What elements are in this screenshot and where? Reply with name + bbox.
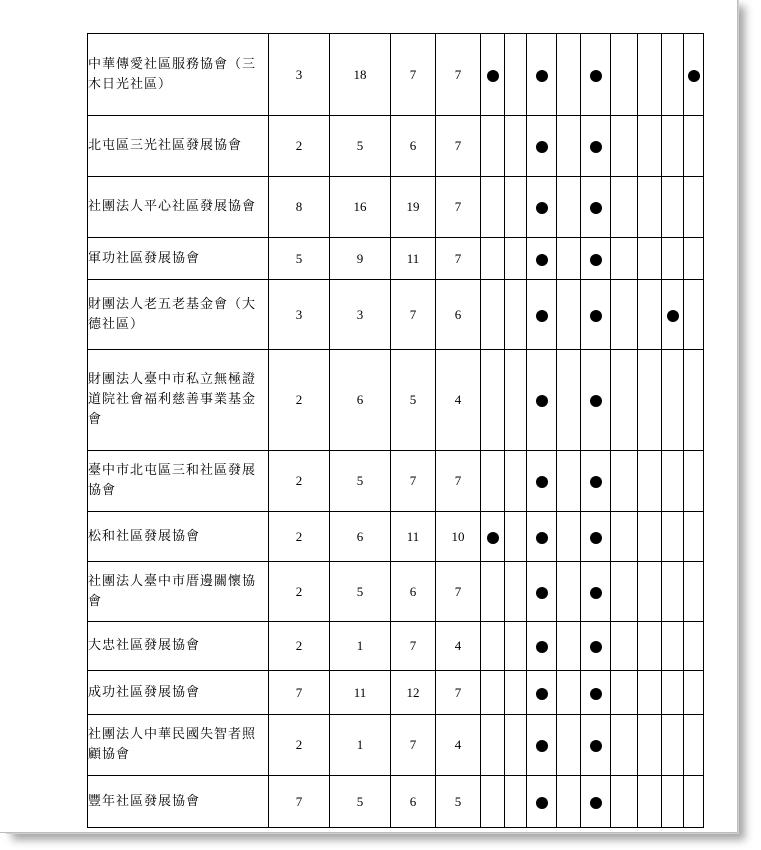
service-mark-cell <box>611 238 638 280</box>
service-mark-cell <box>662 622 684 671</box>
service-mark-cell <box>481 116 505 177</box>
service-mark-cell <box>481 776 505 828</box>
service-mark-cell <box>505 177 527 238</box>
table-row <box>88 512 704 562</box>
service-mark-cell <box>557 177 581 238</box>
count-cell-c2: 11 <box>330 671 391 715</box>
count-cell-c2: 5 <box>330 562 391 622</box>
service-mark-cell <box>581 177 611 238</box>
service-mark-cell <box>638 622 662 671</box>
association-table <box>87 33 704 828</box>
filled-circle-icon <box>590 395 602 407</box>
service-mark-cell <box>638 562 662 622</box>
organization-name: 松和社區發展協會 <box>88 512 269 562</box>
service-mark-cell <box>662 280 684 350</box>
service-mark-cell <box>557 671 581 715</box>
service-mark-cell <box>581 776 611 828</box>
service-mark-cell <box>481 562 505 622</box>
filled-circle-icon <box>536 587 548 599</box>
count-cell-c3: 5 <box>391 350 436 451</box>
count-cell-c3: 12 <box>391 671 436 715</box>
count-cell-c2: 1 <box>330 622 391 671</box>
service-mark-cell <box>505 671 527 715</box>
service-mark-cell <box>611 671 638 715</box>
count-cell-c2: 5 <box>330 776 391 828</box>
service-mark-cell <box>611 562 638 622</box>
count-cell-c3: 11 <box>391 238 436 280</box>
filled-circle-icon <box>536 797 548 809</box>
service-mark-cell <box>527 671 557 715</box>
service-mark-cell <box>527 622 557 671</box>
service-mark-cell <box>505 512 527 562</box>
count-cell-c1: 2 <box>269 116 330 177</box>
service-mark-cell <box>581 280 611 350</box>
service-mark-cell <box>581 350 611 451</box>
filled-circle-icon <box>590 797 602 809</box>
service-mark-cell <box>527 512 557 562</box>
service-mark-cell <box>684 451 704 512</box>
service-mark-cell <box>611 776 638 828</box>
service-mark-cell <box>684 715 704 776</box>
service-mark-cell <box>662 177 684 238</box>
service-mark-cell <box>505 622 527 671</box>
service-mark-cell <box>527 116 557 177</box>
service-mark-cell <box>581 238 611 280</box>
organization-name: 財團法人臺中市私立無極證道院社會福利慈善事業基金會 <box>88 350 269 451</box>
filled-circle-icon <box>536 740 548 752</box>
service-mark-cell <box>662 671 684 715</box>
service-mark-cell <box>527 451 557 512</box>
organization-name: 財團法人老五老基金會（大德社區） <box>88 280 269 350</box>
service-mark-cell <box>527 177 557 238</box>
service-mark-cell <box>505 350 527 451</box>
service-mark-cell <box>662 238 684 280</box>
count-cell-c4: 7 <box>436 238 481 280</box>
service-mark-cell <box>581 34 611 116</box>
service-mark-cell <box>611 350 638 451</box>
service-mark-cell <box>557 562 581 622</box>
organization-name: 軍功社區發展協會 <box>88 238 269 280</box>
service-mark-cell <box>638 238 662 280</box>
service-mark-cell <box>684 622 704 671</box>
service-mark-cell <box>481 512 505 562</box>
table-row <box>88 562 704 622</box>
count-cell-c4: 7 <box>436 562 481 622</box>
filled-circle-icon <box>590 641 602 653</box>
organization-name: 社團法人中華民國失智者照顧協會 <box>88 715 269 776</box>
organization-name: 社團法人平心社區發展協會 <box>88 177 269 238</box>
service-mark-cell <box>684 280 704 350</box>
service-mark-cell <box>557 715 581 776</box>
table-row <box>88 671 704 715</box>
count-cell-c4: 4 <box>436 715 481 776</box>
service-mark-cell <box>481 280 505 350</box>
count-cell-c2: 18 <box>330 34 391 116</box>
table-row <box>88 177 704 238</box>
service-mark-cell <box>557 512 581 562</box>
count-cell-c4: 4 <box>436 350 481 451</box>
service-mark-cell <box>684 177 704 238</box>
service-mark-cell <box>684 776 704 828</box>
service-mark-cell <box>527 776 557 828</box>
service-mark-cell <box>557 116 581 177</box>
service-mark-cell <box>527 238 557 280</box>
count-cell-c1: 2 <box>269 622 330 671</box>
filled-circle-icon <box>590 587 602 599</box>
count-cell-c1: 5 <box>269 238 330 280</box>
count-cell-c4: 7 <box>436 116 481 177</box>
organization-name: 中華傳愛社區服務協會（三木日光社區） <box>88 34 269 116</box>
service-mark-cell <box>527 350 557 451</box>
count-cell-c3: 7 <box>391 34 436 116</box>
count-cell-c4: 7 <box>436 34 481 116</box>
count-cell-c3: 11 <box>391 512 436 562</box>
service-mark-cell <box>638 34 662 116</box>
service-mark-cell <box>662 715 684 776</box>
service-mark-cell <box>481 238 505 280</box>
service-mark-cell <box>684 238 704 280</box>
count-cell-c3: 7 <box>391 715 436 776</box>
count-cell-c4: 7 <box>436 177 481 238</box>
count-cell-c3: 6 <box>391 116 436 177</box>
count-cell-c3: 7 <box>391 280 436 350</box>
service-mark-cell <box>557 451 581 512</box>
service-mark-cell <box>662 34 684 116</box>
filled-circle-icon <box>536 202 548 214</box>
count-cell-c4: 7 <box>436 671 481 715</box>
organization-name: 成功社區發展協會 <box>88 671 269 715</box>
table-row <box>88 280 704 350</box>
service-mark-cell <box>662 350 684 451</box>
filled-circle-icon <box>536 532 548 544</box>
service-mark-cell <box>611 116 638 177</box>
service-mark-cell <box>662 116 684 177</box>
filled-circle-icon <box>590 740 602 752</box>
count-cell-c1: 8 <box>269 177 330 238</box>
service-mark-cell <box>638 512 662 562</box>
count-cell-c1: 2 <box>269 512 330 562</box>
filled-circle-icon <box>536 141 548 153</box>
service-mark-cell <box>611 451 638 512</box>
filled-circle-icon <box>590 254 602 266</box>
service-mark-cell <box>662 776 684 828</box>
table-row <box>88 350 704 451</box>
service-mark-cell <box>662 451 684 512</box>
service-mark-cell <box>505 280 527 350</box>
count-cell-c1: 3 <box>269 34 330 116</box>
table-row <box>88 451 704 512</box>
filled-circle-icon <box>536 70 548 82</box>
service-mark-cell <box>557 622 581 671</box>
count-cell-c2: 9 <box>330 238 391 280</box>
service-mark-cell <box>611 34 638 116</box>
count-cell-c2: 5 <box>330 451 391 512</box>
organization-name: 臺中市北屯區三和社區發展協會 <box>88 451 269 512</box>
service-mark-cell <box>684 512 704 562</box>
service-mark-cell <box>638 177 662 238</box>
service-mark-cell <box>638 715 662 776</box>
service-mark-cell <box>581 715 611 776</box>
service-mark-cell <box>527 562 557 622</box>
service-mark-cell <box>581 116 611 177</box>
service-mark-cell <box>684 116 704 177</box>
count-cell-c4: 7 <box>436 451 481 512</box>
count-cell-c4: 5 <box>436 776 481 828</box>
count-cell-c3: 19 <box>391 177 436 238</box>
service-mark-cell <box>505 715 527 776</box>
service-mark-cell <box>527 34 557 116</box>
count-cell-c2: 16 <box>330 177 391 238</box>
count-cell-c1: 3 <box>269 280 330 350</box>
service-mark-cell <box>557 238 581 280</box>
count-cell-c3: 7 <box>391 622 436 671</box>
service-mark-cell <box>662 512 684 562</box>
organization-name: 社團法人臺中市厝邊關懷協會 <box>88 562 269 622</box>
count-cell-c4: 6 <box>436 280 481 350</box>
service-mark-cell <box>638 280 662 350</box>
service-mark-cell <box>684 562 704 622</box>
filled-circle-icon <box>590 202 602 214</box>
filled-circle-icon <box>688 70 700 82</box>
count-cell-c3: 7 <box>391 451 436 512</box>
service-mark-cell <box>505 776 527 828</box>
filled-circle-icon <box>487 70 499 82</box>
service-mark-cell <box>581 622 611 671</box>
filled-circle-icon <box>536 310 548 322</box>
service-mark-cell <box>505 451 527 512</box>
filled-circle-icon <box>590 310 602 322</box>
filled-circle-icon <box>590 476 602 488</box>
service-mark-cell <box>557 776 581 828</box>
service-mark-cell <box>505 238 527 280</box>
count-cell-c3: 6 <box>391 776 436 828</box>
table-row <box>88 116 704 177</box>
filled-circle-icon <box>536 254 548 266</box>
service-mark-cell <box>662 562 684 622</box>
service-mark-cell <box>611 512 638 562</box>
filled-circle-icon <box>590 141 602 153</box>
service-mark-cell <box>505 34 527 116</box>
service-mark-cell <box>638 776 662 828</box>
service-mark-cell <box>527 280 557 350</box>
organization-name: 大忠社區發展協會 <box>88 622 269 671</box>
service-mark-cell <box>557 350 581 451</box>
service-mark-cell <box>557 280 581 350</box>
count-cell-c2: 5 <box>330 116 391 177</box>
service-mark-cell <box>481 177 505 238</box>
organization-name: 豐年社區發展協會 <box>88 776 269 828</box>
count-cell-c1: 2 <box>269 451 330 512</box>
count-cell-c1: 2 <box>269 562 330 622</box>
filled-circle-icon <box>536 476 548 488</box>
service-mark-cell <box>581 451 611 512</box>
count-cell-c3: 6 <box>391 562 436 622</box>
count-cell-c4: 4 <box>436 622 481 671</box>
service-mark-cell <box>481 350 505 451</box>
service-mark-cell <box>684 671 704 715</box>
service-mark-cell <box>611 715 638 776</box>
count-cell-c1: 2 <box>269 715 330 776</box>
service-mark-cell <box>611 622 638 671</box>
filled-circle-icon <box>590 532 602 544</box>
service-mark-cell <box>684 34 704 116</box>
filled-circle-icon <box>590 688 602 700</box>
count-cell-c2: 3 <box>330 280 391 350</box>
service-mark-cell <box>581 671 611 715</box>
table-row <box>88 34 704 116</box>
table-row <box>88 776 704 828</box>
count-cell-c2: 6 <box>330 512 391 562</box>
organization-name: 北屯區三光社區發展協會 <box>88 116 269 177</box>
service-mark-cell <box>481 622 505 671</box>
service-mark-cell <box>527 715 557 776</box>
table-body <box>88 34 704 828</box>
table-row <box>88 715 704 776</box>
service-mark-cell <box>481 34 505 116</box>
service-mark-cell <box>638 671 662 715</box>
service-mark-cell <box>505 116 527 177</box>
filled-circle-icon <box>536 688 548 700</box>
count-cell-c2: 1 <box>330 715 391 776</box>
count-cell-c4: 10 <box>436 512 481 562</box>
service-mark-cell <box>581 512 611 562</box>
service-mark-cell <box>505 562 527 622</box>
service-mark-cell <box>684 350 704 451</box>
service-mark-cell <box>581 562 611 622</box>
service-mark-cell <box>481 451 505 512</box>
service-mark-cell <box>638 451 662 512</box>
filled-circle-icon <box>590 70 602 82</box>
service-mark-cell <box>557 34 581 116</box>
filled-circle-icon <box>487 532 499 544</box>
count-cell-c1: 2 <box>269 350 330 451</box>
table-row <box>88 622 704 671</box>
filled-circle-icon <box>667 310 679 322</box>
service-mark-cell <box>611 280 638 350</box>
table-row <box>88 238 704 280</box>
service-mark-cell <box>481 671 505 715</box>
service-mark-cell <box>638 350 662 451</box>
count-cell-c1: 7 <box>269 776 330 828</box>
filled-circle-icon <box>536 641 548 653</box>
filled-circle-icon <box>536 395 548 407</box>
count-cell-c2: 6 <box>330 350 391 451</box>
service-mark-cell <box>611 177 638 238</box>
service-mark-cell <box>481 715 505 776</box>
service-mark-cell <box>638 116 662 177</box>
count-cell-c1: 7 <box>269 671 330 715</box>
